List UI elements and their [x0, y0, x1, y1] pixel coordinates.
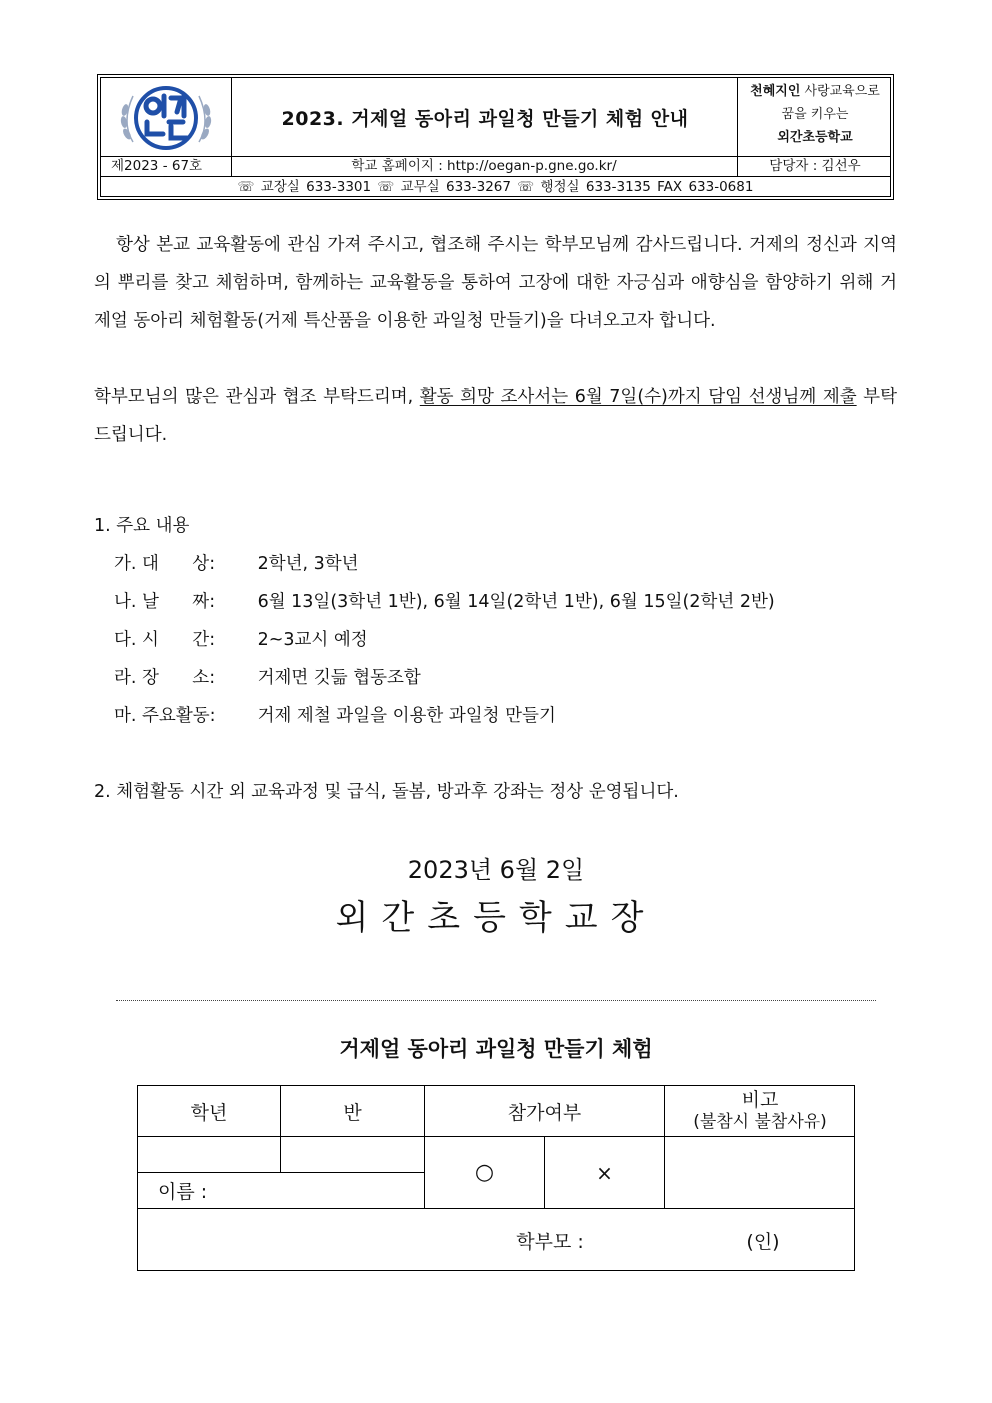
item-time	[114, 626, 368, 651]
item-date-label: 나. 날 짜:	[114, 592, 216, 612]
phone-numbers: ☏ 교장실 633-3301 ☏ 교무실 633-3267 ☏ 행정실 633-3135 FAX 633-0681	[237, 179, 754, 195]
parent-label: 학부모 :	[516, 1230, 584, 1253]
document-title: 2023. 거제얼 동아리 과일청 만들기 체험 안내	[281, 107, 689, 130]
issue-date: 2023년 6월 2일	[407, 856, 585, 884]
item-place	[114, 664, 421, 689]
name-label: 이름 :	[158, 1181, 208, 1203]
col-note-label: 비고	[741, 1089, 779, 1111]
request-pre: 학부모님의 많은 관심과 협조 부탁드리며,	[94, 387, 420, 407]
school-name: 외간초등학교	[777, 130, 853, 145]
seal-label: (인)	[746, 1230, 780, 1253]
item-activity-value: 거제 제철 과일을 이용한 과일청 만들기	[252, 706, 556, 726]
section1-title: 1. 주요 내용	[94, 516, 190, 536]
item-activity-label: 마. 주요활동:	[114, 706, 216, 726]
item-target	[114, 550, 359, 575]
document-number: 제2023 - 67호	[111, 158, 203, 174]
class-input[interactable]	[281, 1137, 424, 1172]
school-homepage: 학교 홈페이지 : http://oegan-p.gne.go.kr/	[351, 158, 617, 174]
col-attend-header: 참가여부	[507, 1101, 582, 1124]
col-note-header	[665, 1086, 855, 1136]
request-post: 부탁드립니다.	[94, 387, 897, 445]
cut-line	[116, 1000, 876, 1001]
attend-no-option[interactable]: ×	[596, 1160, 613, 1185]
item-time-value: 2~3교시 예정	[252, 630, 368, 650]
col-class-header: 반	[343, 1101, 362, 1124]
item-target-value: 2학년, 3학년	[252, 554, 359, 574]
grade-input[interactable]	[138, 1137, 280, 1172]
participation-form	[137, 1085, 855, 1271]
form-title: 거제얼 동아리 과일청 만들기 체험	[339, 1036, 653, 1061]
school-motto	[737, 80, 893, 156]
item-date-value: 6월 13일(3학년 1반), 6월 14일(2학년 1반), 6월 15일(2학년 2반)	[252, 592, 775, 612]
principal-signature: 외간초등학교장	[335, 898, 657, 938]
item-date	[114, 588, 775, 613]
request-deadline: 활동 희망 조사서는 6월 7일(수)까지 담임 선생님께 제출	[419, 387, 857, 407]
document-header	[97, 74, 894, 200]
request-paragraph	[94, 378, 897, 454]
item-target-label: 가. 대 상:	[114, 554, 216, 574]
col-grade-header: 학년	[190, 1101, 228, 1124]
intro-paragraph: 항상 본교 교육활동에 관심 가져 주시고, 협조해 주시는 학부모님께 감사드립니다. 거제의 정신과 지역의 뿌리를 찾고 체험하며, 함께하는 교육활동을 통하여 고장에 대한 자긍심과 애향심을 함양하기 위해 거제얼 동아리 체험활동(거제 특산품을 이용한 과일청 만들기)을 다녀오고자 합니다.	[94, 235, 897, 331]
header-inner-frame	[100, 77, 891, 197]
item-activity	[114, 702, 556, 727]
school-logo	[111, 82, 221, 154]
motto-highlight: 천혜지인	[750, 84, 801, 99]
col-note-sublabel: (불참시 불참사유)	[693, 1112, 827, 1132]
motto-line1: 사랑교육으로	[800, 84, 880, 99]
attend-yes-option[interactable]: ○	[474, 1160, 495, 1185]
note-input[interactable]	[665, 1137, 854, 1208]
contact-person: 담당자 : 김선우	[769, 158, 861, 174]
item-time-label: 다. 시 간:	[114, 630, 216, 650]
item-place-value: 거제면 깃듦 협동조합	[252, 668, 421, 688]
section2-text: 2. 체험활동 시간 외 교육과정 및 급식, 돌봄, 방과후 강좌는 정상 운영됩니다.	[94, 782, 679, 802]
name-field[interactable]	[138, 1173, 424, 1208]
item-place-label: 라. 장 소:	[114, 668, 216, 688]
motto-line2: 꿈을 키우는	[781, 107, 849, 122]
